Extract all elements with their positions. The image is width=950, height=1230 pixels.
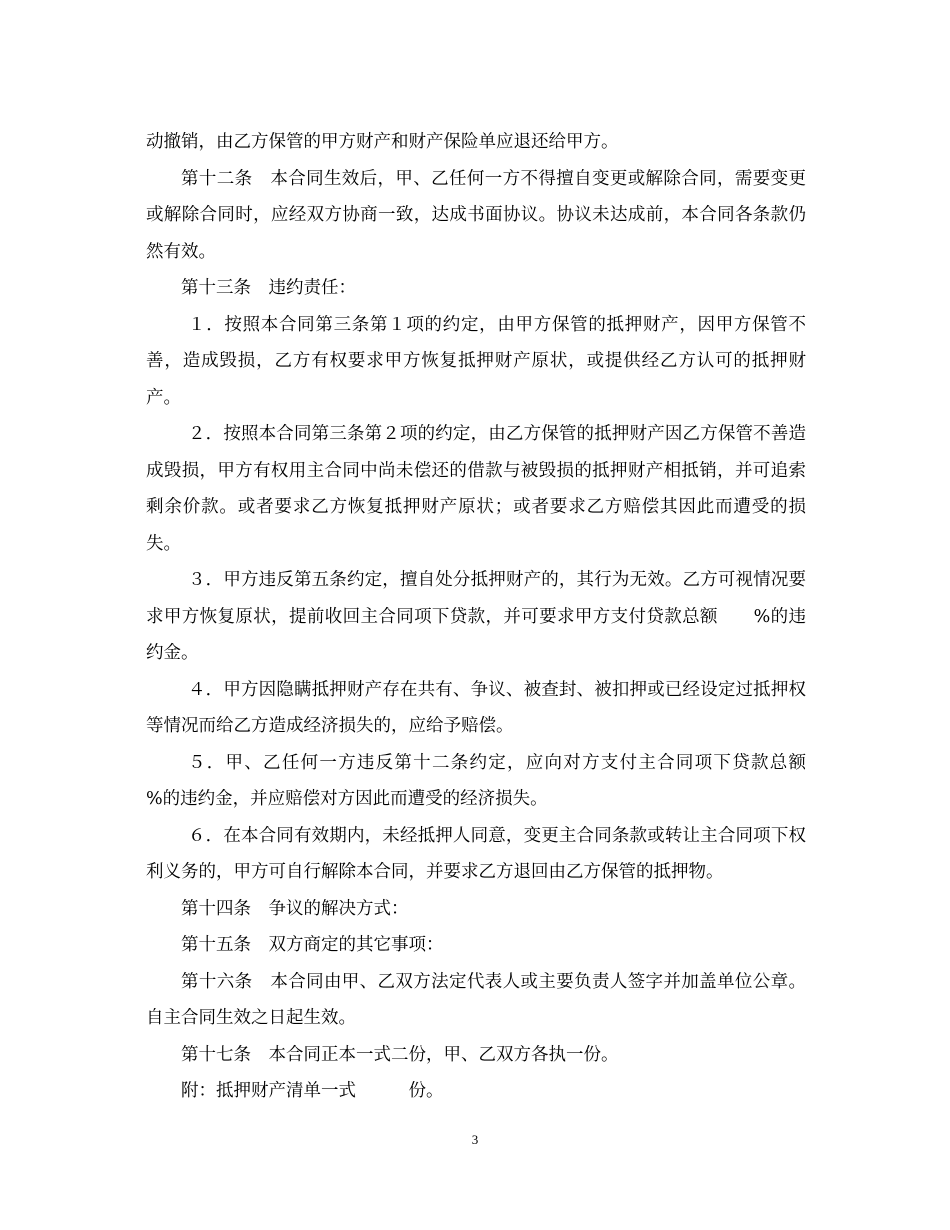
paragraph-continuation: 动撤销，由乙方保管的甲方财产和财产保险单应退还给甲方。 xyxy=(146,132,619,152)
page-number: 3 xyxy=(471,1132,479,1147)
attachment-note: 附：抵押财产清单一式 份。 xyxy=(181,1081,444,1101)
article-13-item-4: ４．甲方因隐瞒抵押财产存在共有、争议、被查封、被扣押或已经设定过抵押权等情况而给乙方造成经济损失的，应给予赔偿。 xyxy=(146,679,806,736)
article-13-item-1: １．按照本合同第三条第１项的约定，由甲方保管的抵押财产，因甲方保管不善，造成毁损，乙方有权要求甲方恢复抵押财产原状，或提供经乙方认可的抵押财产。 xyxy=(146,314,806,408)
article-16: 第十六条 本合同由甲、乙双方法定代表人或主要负责人签字并加盖单位公章。自主合同生效之日起生效。 xyxy=(146,971,806,1028)
article-13-item-2: ２．按照本合同第三条第２项的约定，由乙方保管的抵押财产因乙方保管不善造成毁损，甲方有权用主合同中尚未偿还的借款与被毁损的抵押财产相抵销，并可追索剩余价款。或者要求乙方恢复抵押财产原状；或者要求乙方赔偿其因此而遭受的损失。 xyxy=(146,424,806,554)
article-12: 第十二条 本合同生效后，甲、乙任何一方不得擅自变更或解除合同，需要变更或解除合同时，应经双方协商一致，达成书面协议。协议未达成前，本合同各条款仍然有效。 xyxy=(146,168,806,262)
article-17: 第十七条 本合同正本一式二份，甲、乙双方各执一份。 xyxy=(181,1044,619,1065)
article-13-heading: 第十三条 违约责任： xyxy=(181,278,356,298)
article-14: 第十四条 争议的解决方式： xyxy=(181,898,409,919)
contract-body xyxy=(146,124,841,1110)
article-13-item-5: ５．甲、乙任何一方违反第十二条约定，应向对方支付主合同项下贷款总额 %的违约金，并应赔偿对方因此而遭受的经济损失。 xyxy=(146,752,841,809)
article-13-item-6: ６．在本合同有效期内，未经抵押人同意，变更主合同条款或转让主合同项下权利义务的，甲方可自行解除本合同，并要求乙方退回由乙方保管的抵押物。 xyxy=(146,825,806,882)
article-13-item-3: ３．甲方违反第五条约定，擅自处分抵押财产的，其行为无效。乙方可视情况要求甲方恢复原状，提前收回主合同项下贷款，并可要求甲方支付贷款总额 %的违约金。 xyxy=(146,570,806,663)
article-15: 第十五条 双方商定的其它事项： xyxy=(181,935,444,955)
